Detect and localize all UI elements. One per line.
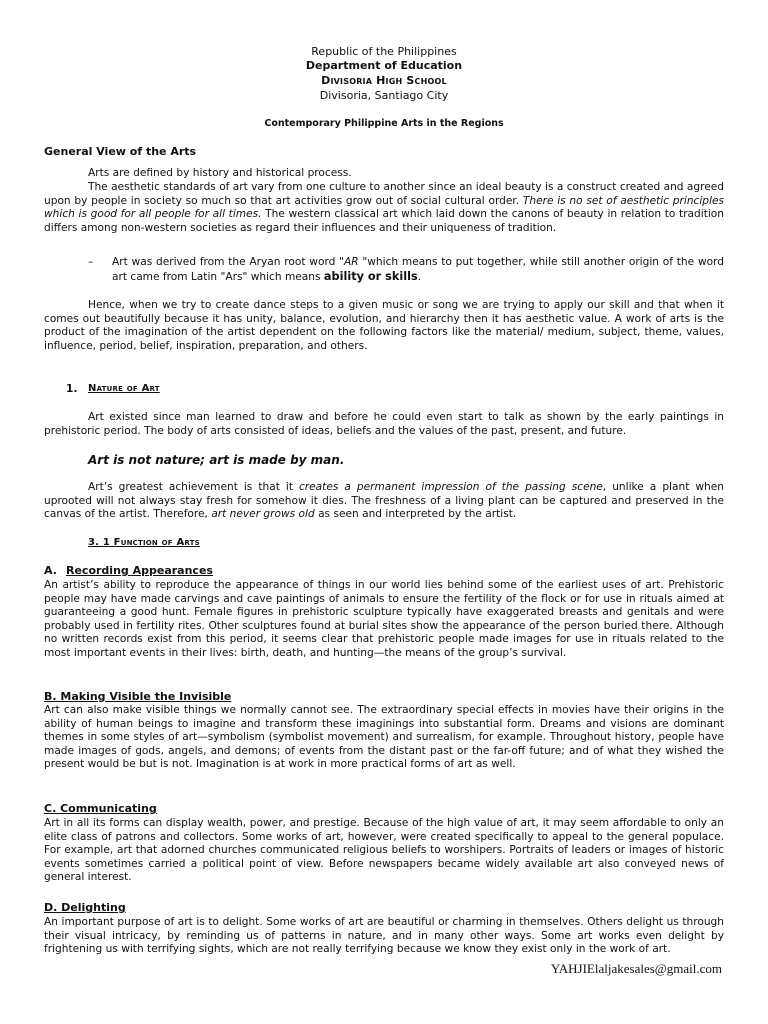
bullet-bold: ability or skills (323, 269, 418, 283)
nature-number: 1. (66, 383, 78, 395)
nature-emphasis: Art is not nature; art is made by man. (88, 453, 345, 467)
function-a-letter: A. (44, 564, 57, 577)
nature-p2-italic: creates a permanent impression of the passing scene (298, 481, 603, 493)
general-p2-italic: There is no set of aesthetic principles which is good for all people for all times. (44, 194, 725, 221)
function-a-text: An artist’s ability to reproduce the appearance of things in our world lies behind some of the earliest uses of art. Prehistoric people may have made carvings and cave paintings of animals to ensure the fertility of the flock or for use in rituals aimed at guaranteeing a good hunt. Female figures in prehistoric sculpture typically have exaggerated breasts and genitals and were probably used in fertility rites. Other sculptures found at burial sites show the appearance of the person buried there. Although no written records exist from this period, it seems clear that prehistoric people made images for use in rituals related to the most important events in their lives: birth, death, and hunting—the means of the group’s survival. (44, 579, 724, 659)
general-paragraph-2 (44, 181, 724, 235)
function-a-heading: Recording Appearances (66, 564, 213, 577)
function-heading: 3. 1 Function of Arts (88, 537, 200, 548)
nature-heading: Nature of Art (88, 383, 160, 394)
course-title: Contemporary Philippine Arts in the Regions (264, 118, 504, 129)
bullet-ar-italic: "AR (339, 256, 359, 268)
bullet-end: . (417, 270, 422, 283)
nature-p2-text-mid: , unlike a plant when uprooted will not always stay fresh for somehow it dies. The freshness of a living plant can be captured and preserved in the canvas of the artist. Therefore, (44, 481, 724, 521)
general-p2-text-end: The western classical art which laid down the canons of beauty in relation to tradition differs among non-western societies as regard their influences and their uniqueness of tradition. (44, 208, 724, 234)
header-school: Divisoria High School (321, 74, 447, 87)
function-c-heading: C. Communicating (44, 802, 157, 815)
function-b-text: Art can also make visible things we normally cannot see. The extraordinary special effects in movies have their origins in the ability of human beings to imagine and transform these imaginings into substantial form. Dreams and visions are dominant themes in some styles of art—symbolism (symbolist movement) and surrealism, for example. Throughout history, people have made images of gods, angels, and demons; of events from the distant past or the far-off future; and of what they wished the present would be but is not. Imagination is at work in more practical forms of art as well. (44, 704, 724, 771)
function-d-text: An important purpose of art is to delight. Some works of art are beautiful or charming in themselves. Others delight us through their visual intricacy, by reminding us of patterns in nature, and in many other ways. Some art works even delight by frightening us with terrifying sights, which are not really terrifying because we know they exist only in the work of art. (44, 916, 724, 956)
nature-p2-italic-2: art never grows old (211, 508, 315, 521)
bullet-art-origin (112, 256, 724, 284)
bullet-text-b: "which means to put together, while still another origin of the word art came from Latin "Ars" which means (112, 256, 724, 283)
bullet-dash: – (88, 256, 94, 268)
general-paragraph-3: Hence, when we try to create dance steps to a given music or song we are trying to apply our skill and that when it comes out beautifully because it has unity, balance, evolution, and hierarchy then it has aesthetic value. A work of arts is the product of the imagination of the artist dependent on the following factors like the material/ medium, subject, theme, values, influence, period, belief, inspiration, preparation, and others. (44, 299, 724, 352)
general-p2-text: The aesthetic standards of art vary from one culture to another since an ideal beauty is a construct created and agreed upon by people in society so much so that art activities grow out of social cultural order. (44, 181, 724, 207)
header-department: Department of Education (305, 59, 463, 72)
nature-paragraph-2 (44, 481, 724, 522)
function-c-text: Art in all its forms can display wealth, power, and prestige. Because of the high value of art, it may seem affordable to only an elite class of patrons and collectors. Some works of art, however, were created specifically to appeal to the general populace. For example, art that adorned churches communicated religious beliefs to worshipers. Portraits of leaders or images of historic events sometimes carried a political point of view. Before newspapers became widely available art also conveyed news of general interest. (44, 817, 724, 884)
general-heading: General View of the Arts (44, 145, 197, 158)
nature-p2-text: Art’s greatest achievement is that it (88, 481, 293, 493)
header-location: Divisoria, Santiago City (319, 89, 449, 102)
function-d-heading: D. Delighting (44, 901, 126, 914)
footer-email: YAHJIElaljakesales@gmail.com (550, 961, 722, 976)
nature-paragraph-1: Art existed since man learned to draw and before he could even start to talk as shown by the early paintings in prehistoric period. The body of arts consisted of ideas, beliefs and the values of the past, present, and future. (44, 411, 724, 437)
bullet-text-a: Art was derived from the Aryan root word (112, 256, 336, 268)
general-paragraph-1: Arts are defined by history and historical process. (88, 167, 352, 179)
header-republic: Republic of the Philippines (311, 45, 457, 58)
function-b-heading: B. Making Visible the Invisible (44, 690, 232, 703)
nature-p2-text-end: as seen and interpreted by the artist. (318, 508, 517, 521)
